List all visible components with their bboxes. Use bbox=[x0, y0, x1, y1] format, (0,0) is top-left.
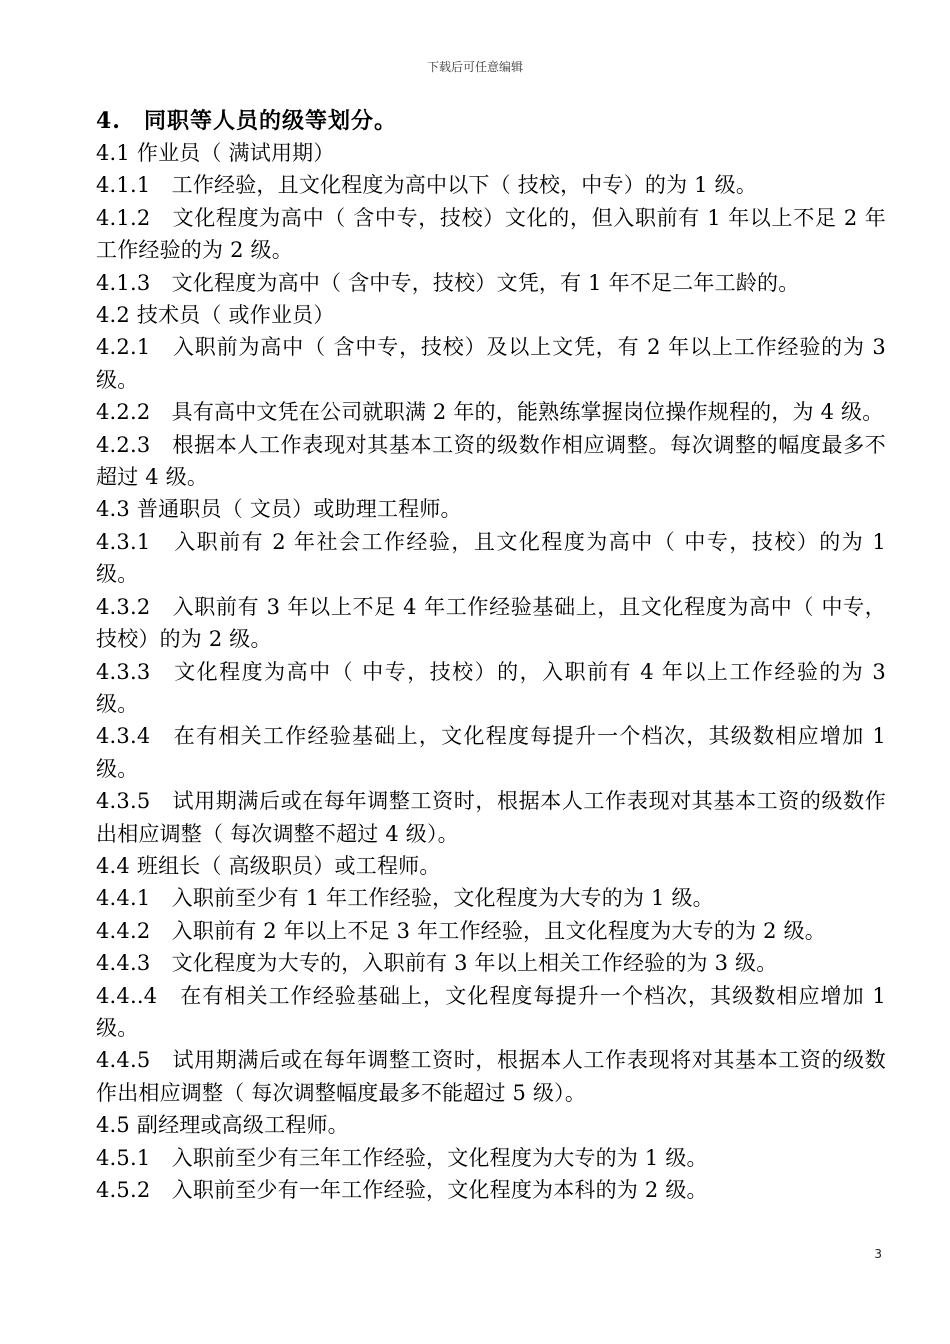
paragraph-4-3-5: 4.3.5 试用期满后或在每年调整工资时，根据本人工作表现对其基本工资的级数作出相应调整（ 每次调整不超过 4 级）。 bbox=[96, 789, 886, 846]
paragraph-4-4-2: 4.4.2 入职前有 2 年以上不足 3 年工作经验，且文化程度为大专的为 2 级。 bbox=[96, 918, 826, 943]
paragraph-4-5-1: 4.5.1 入职前至少有三年工作经验，文化程度为大专的为 1 级。 bbox=[96, 1145, 708, 1170]
paragraph-4-5: 4.5 副经理或高级工程师。 bbox=[96, 1113, 349, 1138]
paragraph-4-3: 4.3 普通职员（ 文员）或助理工程师。 bbox=[96, 497, 462, 522]
page-header: 下载后可任意编辑 bbox=[426, 60, 523, 74]
paragraph-4-2-1: 4.2.1 入职前为高中（ 含中专，技校）及以上文凭，有 2 年以上工作经验的为 3 级。 bbox=[96, 335, 886, 392]
paragraph-4-3-3: 4.3.3 文化程度为高中（ 中专，技校）的，入职前有 4 年以上工作经验的为 3 级。 bbox=[96, 659, 886, 716]
document-body bbox=[96, 105, 886, 1206]
paragraph-4-4-4: 4.4..4 在有相关工作经验基础上，文化程度每提升一个档次，其级数相应增加 1 级。 bbox=[96, 983, 886, 1040]
paragraph-4-1-3: 4.1.3 文化程度为高中（ 含中专，技校）文凭，有 1 年不足二年工龄的。 bbox=[96, 270, 800, 295]
paragraph-4-3-1: 4.3.1 入职前有 2 年社会工作经验，且文化程度为高中（ 中专，技校）的为 1 级。 bbox=[96, 529, 886, 587]
paragraph-4-2: 4.2 技术员（ 或作业员） bbox=[96, 303, 335, 328]
paragraph-4-1-1: 4.1.1 工作经验，且文化程度为高中以下（ 技校，中专）的为 1 级。 bbox=[96, 173, 758, 198]
paragraph-4-4-1: 4.4.1 入职前至少有 1 年工作经验，文化程度为大专的为 1 级。 bbox=[96, 886, 714, 911]
paragraph-4-1-2: 4.1.2 文化程度为高中（ 含中专，技校）文化的，但入职前有 1 年以上不足 2 年工作经验的为 2 级。 bbox=[96, 205, 886, 263]
paragraph-4-4: 4.4 班组长（ 高级职员）或工程师。 bbox=[96, 853, 441, 878]
paragraph-4-2-3: 4.2.3 根据本人工作表现对其基本工资的级数作相应调整。每次调整的幅度最多不超过 4 级。 bbox=[96, 432, 886, 490]
paragraph-4-1: 4.1 作业员（ 满试用期） bbox=[96, 141, 335, 165]
paragraph-4-3-2: 4.3.2 入职前有 3 年以上不足 4 年工作经验基础上，且文化程度为高中（ 中专，技校）的为 2 级。 bbox=[96, 594, 886, 652]
paragraph-4-3-4: 4.3.4 在有相关工作经验基础上，文化程度每提升一个档次，其级数相应增加 1 级。 bbox=[96, 724, 886, 781]
paragraph-4-5-2: 4.5.2 入职前至少有一年工作经验，文化程度为本科的为 2 级。 bbox=[96, 1178, 708, 1202]
page-number: 3 bbox=[874, 1247, 882, 1261]
section-title: 4. 同职等人员的级等划分。 bbox=[96, 108, 397, 134]
paragraph-4-4-5: 4.4.5 试用期满后或在每年调整工资时，根据本人工作表现将对其基本工资的级数作出相应调整（ 每次调整幅度最多不能超过 5 级）。 bbox=[96, 1048, 886, 1105]
paragraph-4-4-3: 4.4.3 文化程度为大专的，入职前有 3 年以上相关工作经验的为 3 级。 bbox=[96, 951, 778, 976]
paragraph-4-2-2: 4.2.2 具有高中文凭在公司就职满 2 年的，能熟练掌握岗位操作规程的，为 4 级。 bbox=[96, 400, 884, 425]
